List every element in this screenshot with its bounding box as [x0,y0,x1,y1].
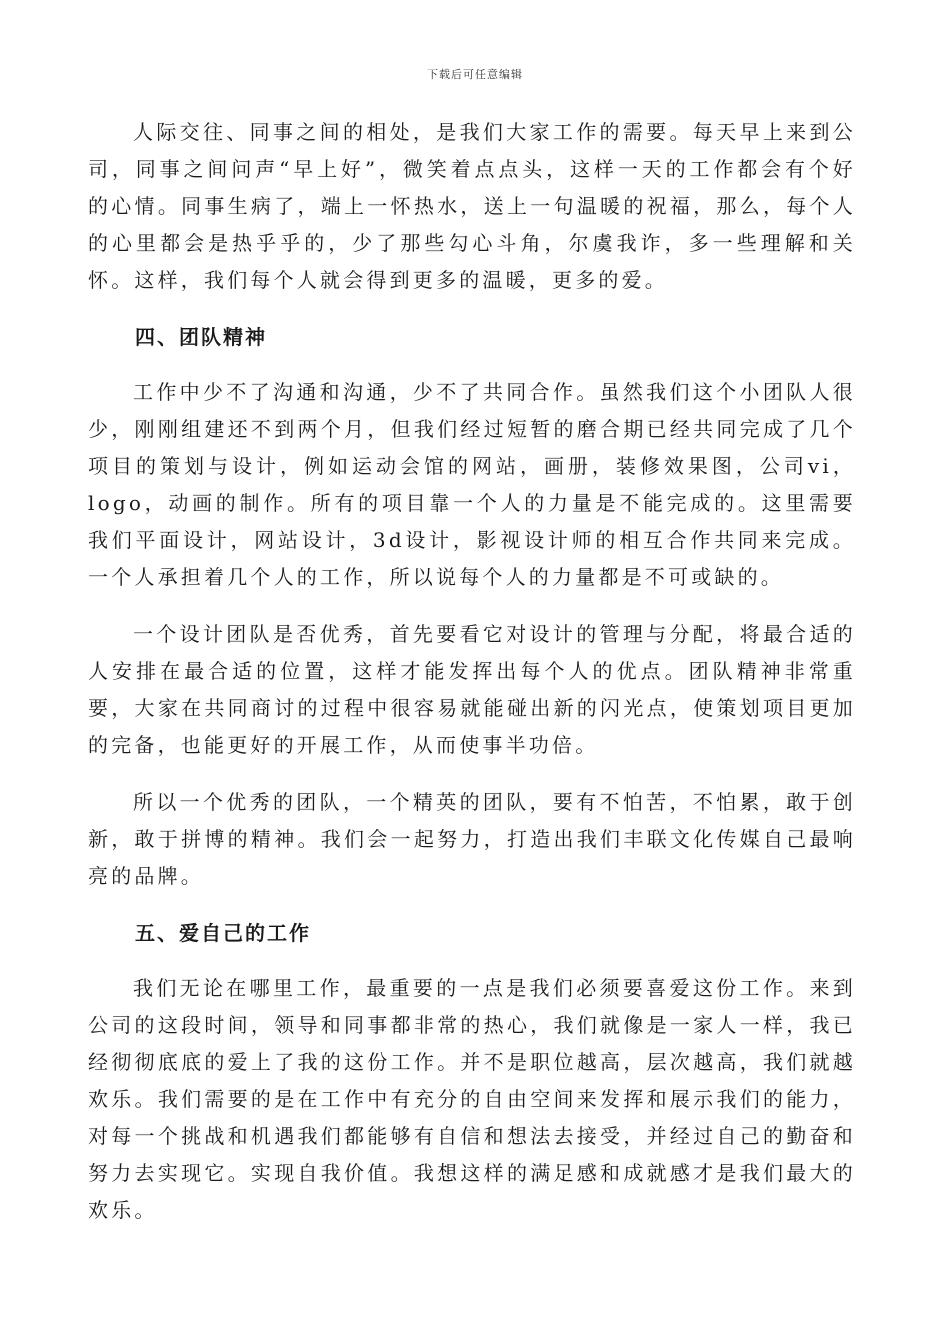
document-body [88,114,856,1249]
paragraph-excellent-team: 所以一个优秀的团队，一个精英的团队，要有不怕苦，不怕累，敢于创新，敢于拼博的精神。我们会一起努力，打造出我们丰联文化传媒自己最响亮的品牌。 [88,790,856,888]
paragraph-colleague-relations: 人际交往、同事之间的相处，是我们大家工作的需要。每天早上来到公司，同事之间问声“早上好”，微笑着点点头，这样一天的工作都会有个好的心情。同事生病了，端上一怀热水，送上一句温暖的祝福，那么，每个人的心里都会是热乎乎的，少了那些勾心斗角，尔虞我诈，多一些理解和关怀。这样，我们每个人就会得到更多的温暖，更多的爱。 [88,120,856,292]
paragraph-team-management: 一个设计团队是否优秀，首先要看它对设计的管理与分配，将最合适的人安排在最合适的位置，这样才能发挥出每个人的优点。团队精神非常重要，大家在共同商讨的过程中很容易就能碰出新的闪光点，使策划项目更加的完备，也能更好的开展工作，从而使事半功倍。 [88,622,856,757]
section-heading-team-spirit: 四、团队精神 [135,325,267,349]
header-note: 下载后可任意编辑 [427,68,523,81]
paragraph-love-work: 我们无论在哪里工作，最重要的一点是我们必须要喜爱这份工作。来到公司的这段时间，领导和同事都非常的热心，我们就像是一家人一样，我已经彻彻底底的爱上了我的这份工作。并不是职位越高，层次越高，我们就越欢乐。我们需要的是在工作中有充分的自由空间来发挥和展示我们的能力，对每一个挑战和机遇我们都能够有自信和想法去接受，并经过自己的勤奋和努力去实现它。实现自我价值。我想这样的满足感和成就感才是我们最大的欢乐。 [88,976,856,1222]
paragraph-cooperation: 工作中少不了沟通和沟通，少不了共同合作。虽然我们这个小团队人很少，刚刚组建还不到两个月，但我们经过短暂的磨合期已经共同完成了几个项目的策划与设计，例如运动会馆的网站，画册，装修效果图，公司vi，logo，动画的制作。所有的项目靠一个人的力量是不能完成的。这里需要我们平面设计，网站设计，3d设计，影视设计师的相互合作共同来完成。一个人承担着几个人的工作，所以说每个人的力量都是不可或缺的。 [88,380,856,589]
section-heading-love-work: 五、爱自己的工作 [135,921,311,945]
